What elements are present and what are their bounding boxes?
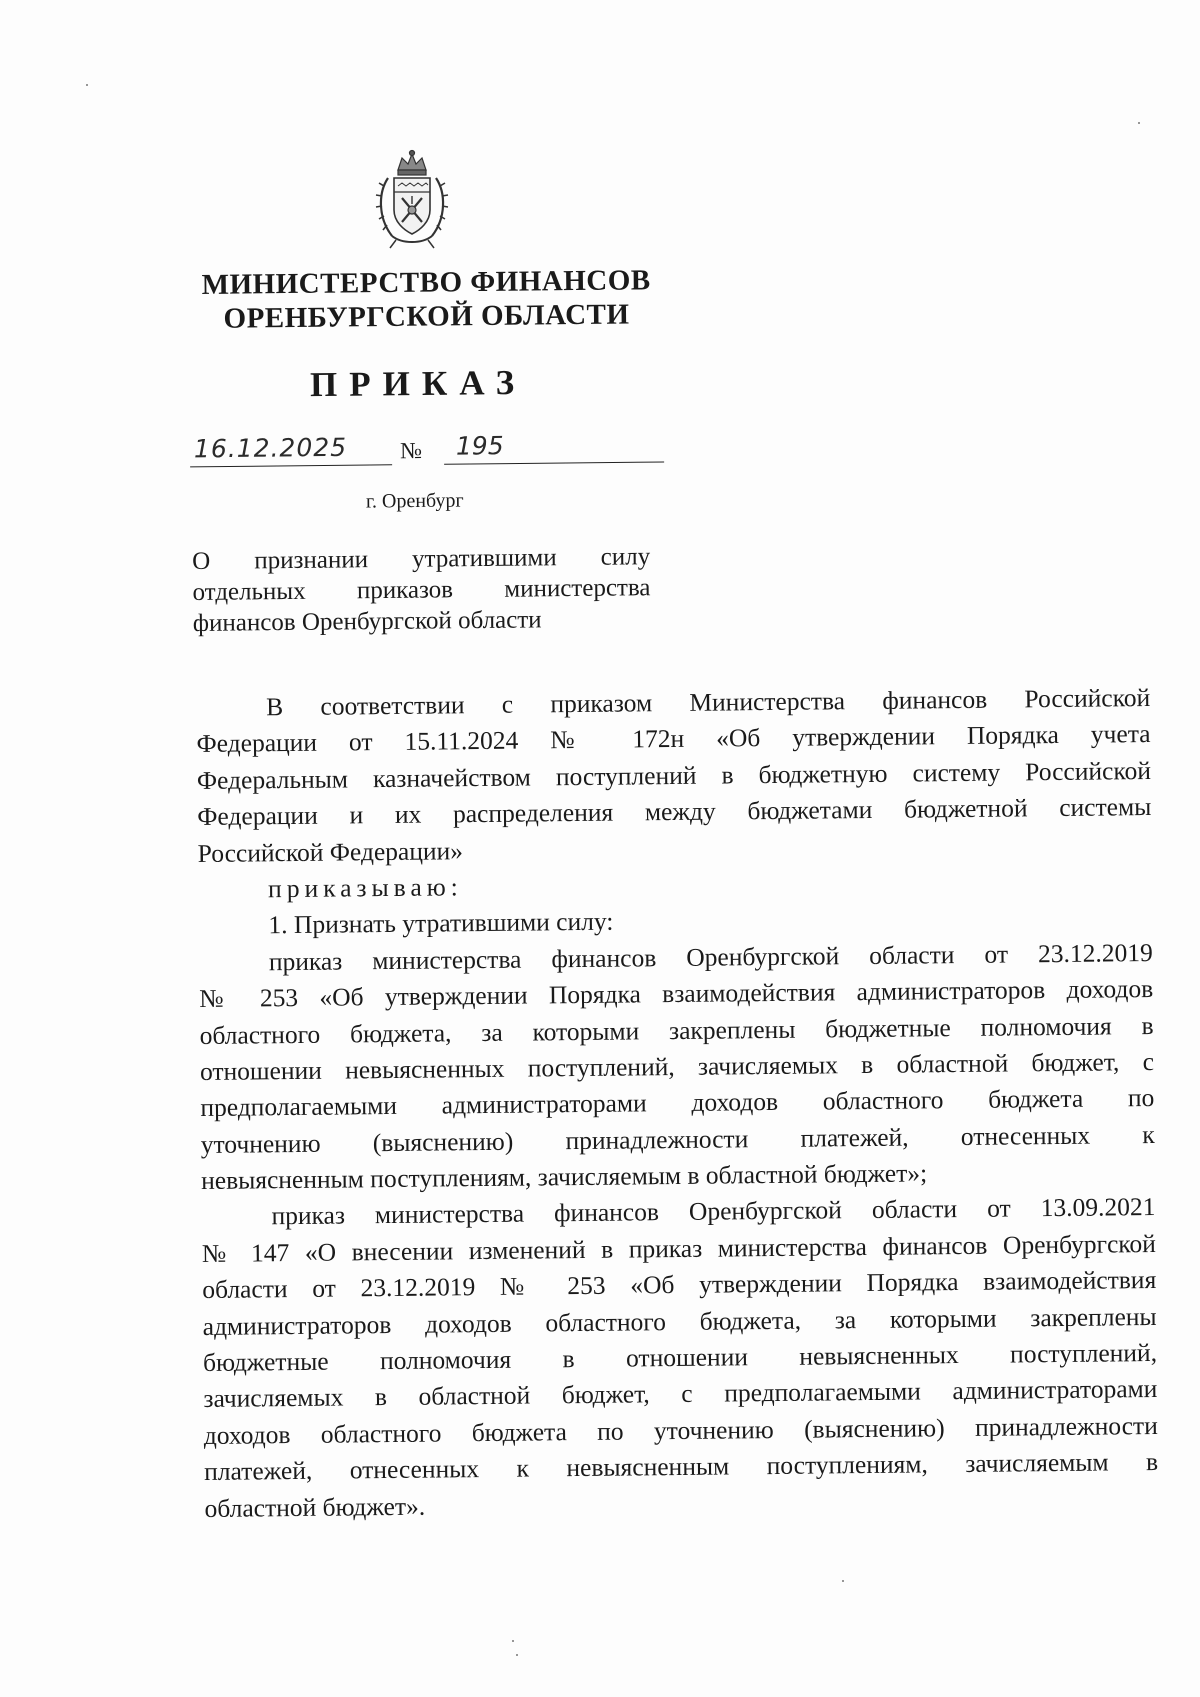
body-line: предполагаемыми администраторами доходов областного бюджета по (200, 1083, 1155, 1123)
body-line: уточнению (выяснению) принадлежности платежей, отнесенных к (200, 1119, 1155, 1159)
order-title: ПРИКАЗ (309, 362, 527, 405)
body-line: бюджетные полномочия в отношении невыясненных поступлений, (202, 1338, 1158, 1377)
coat-of-arms-icon (368, 148, 456, 250)
body-line: невыясненным поступлениям, зачисляемым в областной бюджет»; (200, 1158, 928, 1196)
order-body (196, 680, 1159, 1527)
item-heading: 1. Признать утратившими силу: (268, 906, 614, 940)
ministry-line-1: МИНИСТЕРСТВО ФИНАНСОВ (201, 264, 651, 301)
ministry-line-2: ОРЕНБУРГСКОЙ ОБЛАСТИ (223, 298, 630, 335)
body-line: Федеральным казначейством поступлений в бюджетную систему Российской (196, 755, 1152, 795)
body-line: приказ министерства финансов Оренбургской области от 23.12.2019 (268, 937, 1153, 976)
body-line: № 147 «О внесении изменений в приказ министерства финансов Оренбургской (201, 1228, 1156, 1268)
body-line: № 253 «Об утверждении Порядка взаимодействия администраторов доходов (199, 974, 1154, 1014)
subject-line: отдельных приказов министерства (192, 574, 651, 606)
number-label: № (399, 437, 423, 464)
order-number: 195 (444, 429, 664, 464)
scan-speck (1138, 122, 1140, 124)
body-line: областного бюджета, за которыми закреплены бюджетные полномочия в (199, 1010, 1154, 1050)
body-line: отношении невыясненных поступлений, зачисляемых в областной бюджет, с (199, 1046, 1155, 1086)
scan-speck (842, 1580, 844, 1582)
order-subject (192, 541, 651, 639)
order-word: приказываю: (267, 872, 463, 904)
body-line: приказ министерства финансов Оренбургской области от 13.09.2021 (271, 1192, 1156, 1231)
body-line: платежей, отнесенных к невыясненным поступлениям, зачисляемым в (204, 1447, 1159, 1487)
body-line: Федерации и их распределения между бюджетами бюджетной системы (197, 792, 1152, 832)
body-line: зачисляемых в областной бюджет, с предполагаемыми администраторами (203, 1374, 1158, 1414)
subject-line: финансов Оренбургской области (192, 606, 542, 637)
body-line: доходов областного бюджета по уточнению (выяснению) принадлежности (203, 1410, 1158, 1450)
city: г. Оренбург (365, 489, 464, 513)
body-line: области от 23.12.2019 № 253 «Об утверждении Порядка взаимодействия (202, 1265, 1157, 1305)
ministry-name (196, 263, 657, 336)
body-line: Федерации от 15.11.2024 № 172н «Об утверждении Порядка учета (196, 719, 1151, 759)
scan-speck (86, 84, 88, 86)
body-line: администраторов доходов областного бюджета, за которыми закреплены (202, 1301, 1157, 1341)
scan-speck (512, 1640, 514, 1642)
body-line: В соответствии с приказом Министерства финансов Российской (266, 683, 1151, 722)
body-line: Российской Федерации» (197, 835, 464, 868)
subject-line: О признании утратившими силу (192, 543, 651, 575)
body-line: областной бюджет». (204, 1491, 426, 1523)
order-date: 16.12.2025 (190, 432, 392, 467)
scan-speck (516, 1654, 518, 1656)
date-number-line (186, 430, 656, 475)
